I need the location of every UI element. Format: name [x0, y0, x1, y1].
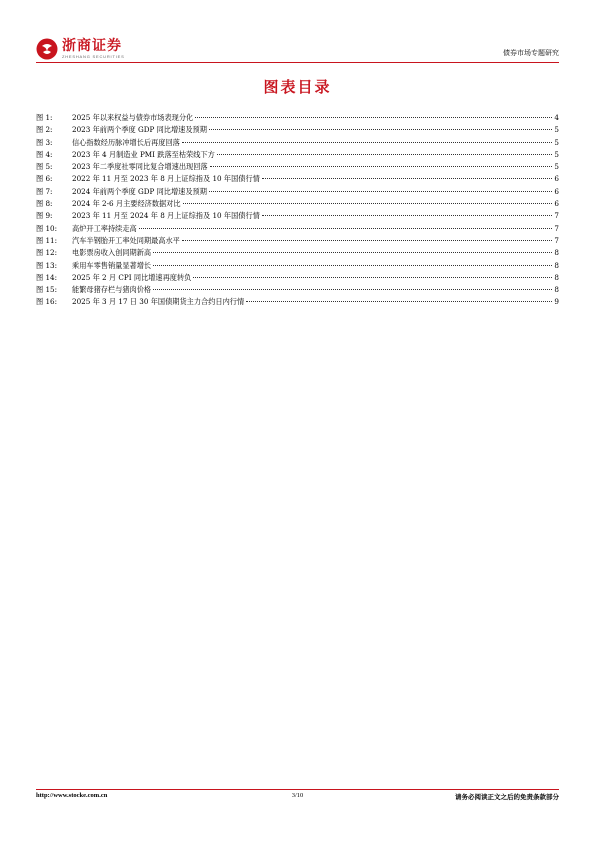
toc-figure-title: 2023 年前两个季度 GDP 同比增速及预期: [72, 125, 207, 135]
toc-dot-leader: [182, 240, 553, 241]
toc-entry[interactable]: [36, 272, 559, 284]
toc-entry[interactable]: [36, 210, 559, 222]
page-title: 图表目录: [263, 78, 332, 96]
toc-figure-label: 图 5:: [36, 162, 53, 172]
toc-entry[interactable]: [36, 223, 559, 235]
toc-page-number: 6: [554, 186, 559, 196]
toc-entry[interactable]: [36, 296, 559, 308]
disclaimer-text: 请务必阅读正文之后的免责条款部分: [455, 793, 559, 801]
toc-figure-label: 图 1:: [36, 113, 53, 122]
toc-dot-leader: [195, 117, 552, 118]
toc-figure-label: 图 2:: [36, 125, 53, 135]
toc-page-number: 8: [554, 285, 559, 295]
toc-figure-title: 2024 年前两个季度 GDP 同比增速及预期: [72, 186, 207, 196]
toc-figure-title: 2025 年 3 月 17 日 30 年国债期货主力合约日内行情: [72, 297, 245, 307]
toc-figure-title: 2023 年二季度社零同比复合增速出现回落: [72, 162, 208, 172]
toc-entry[interactable]: [36, 284, 559, 296]
footer-divider: [36, 789, 559, 790]
toc-figure-label: 图 9:: [36, 211, 53, 221]
toc-figure-label: 图 12:: [36, 248, 58, 258]
toc-dot-leader: [262, 178, 553, 179]
page-footer: [36, 792, 559, 804]
toc-dot-leader: [209, 191, 552, 192]
toc-page-number: 5: [554, 137, 559, 147]
toc-page-number: 7: [554, 235, 559, 245]
toc-dot-leader: [262, 215, 553, 216]
toc-dot-leader: [210, 166, 553, 167]
toc-entry[interactable]: [36, 173, 559, 185]
toc-page-number: 7: [554, 223, 559, 233]
toc-figure-label: 图 6:: [36, 174, 53, 184]
toc-dot-leader: [183, 203, 553, 204]
page-number: 3/10: [291, 792, 304, 799]
toc-figure-label: 图 11:: [36, 235, 58, 245]
brand-name-en: ZHESHANG SECURITIES: [62, 54, 125, 59]
toc-figure-title: 2025 年以来权益与债券市场表现分化: [72, 113, 194, 122]
toc-figure-title: 能繁母猪存栏与猪肉价格: [72, 285, 152, 295]
toc-figure-title: 高炉开工率持续走高: [72, 223, 137, 233]
toc-figure-label: 图 4:: [36, 149, 53, 159]
figure-table-of-contents: [36, 112, 559, 309]
toc-page-number: 9: [554, 297, 559, 307]
toc-figure-label: 图 10:: [36, 223, 58, 233]
toc-page-number: 4: [554, 113, 559, 122]
toc-figure-title: 乘用车零售销量显著增长: [72, 260, 152, 270]
toc-dot-leader: [153, 265, 552, 266]
header-divider: [36, 62, 559, 63]
toc-figure-label: 图 3:: [36, 137, 53, 147]
brand-name-cn: 浙商证券: [62, 38, 122, 54]
toc-figure-label: 图 7:: [36, 186, 53, 196]
toc-figure-title: 2023 年 4 月制造业 PMI 跌落至枯荣线下方: [72, 149, 215, 159]
toc-entry[interactable]: [36, 161, 559, 173]
toc-dot-leader: [182, 142, 553, 143]
toc-dot-leader: [246, 301, 552, 302]
toc-entry[interactable]: [36, 149, 559, 161]
toc-page-number: 8: [554, 272, 559, 282]
toc-figure-title: 2024 年 2-6 月主要经济数据对比: [72, 199, 181, 209]
toc-dot-leader: [153, 252, 552, 253]
toc-entry[interactable]: [36, 124, 559, 136]
toc-dot-leader: [139, 228, 553, 229]
toc-dot-leader: [153, 289, 552, 290]
toc-figure-title: 2023 年 11 月至 2024 年 8 月上证综指及 10 年国债行情: [72, 211, 260, 221]
toc-dot-leader: [217, 154, 553, 155]
toc-figure-label: 图 16:: [36, 297, 58, 307]
report-type: 债券市场专题研究: [503, 49, 559, 57]
toc-figure-label: 图 15:: [36, 285, 58, 295]
toc-entry[interactable]: [36, 112, 559, 124]
toc-figure-label: 图 8:: [36, 199, 53, 209]
toc-entry[interactable]: [36, 198, 559, 210]
toc-figure-label: 图 14:: [36, 272, 58, 282]
toc-page-number: 5: [554, 149, 559, 159]
toc-entry[interactable]: [36, 137, 559, 149]
toc-entry[interactable]: [36, 260, 559, 272]
toc-page-number: 5: [554, 125, 559, 135]
toc-page-number: 8: [554, 260, 559, 270]
toc-page-number: 7: [554, 211, 559, 221]
website-link[interactable]: http://www.stocke.com.cn: [36, 792, 108, 799]
toc-page-number: 6: [554, 174, 559, 184]
toc-dot-leader: [209, 129, 552, 130]
toc-entry[interactable]: [36, 186, 559, 198]
toc-figure-title: 2025 年 2 月 CPI 同比增速再度转负: [72, 272, 192, 282]
toc-page-number: 8: [554, 248, 559, 258]
toc-entry[interactable]: [36, 247, 559, 259]
toc-figure-title: 2022 年 11 月至 2023 年 8 月上证综指及 10 年国债行情: [72, 174, 260, 184]
toc-entry[interactable]: [36, 235, 559, 247]
brand-logo: [36, 36, 125, 62]
toc-figure-title: 汽车半钢胎开工率处同期最高水平: [72, 235, 180, 245]
page-header: [36, 36, 559, 64]
zheshang-logo-icon: [36, 38, 58, 60]
toc-page-number: 5: [554, 162, 559, 172]
toc-figure-label: 图 13:: [36, 260, 58, 270]
toc-page-number: 6: [554, 199, 559, 209]
toc-figure-title: 电影票房收入创同期新高: [72, 248, 152, 258]
toc-figure-title: 信心指数经历脉冲增长后再度回落: [72, 137, 180, 147]
toc-dot-leader: [193, 277, 552, 278]
